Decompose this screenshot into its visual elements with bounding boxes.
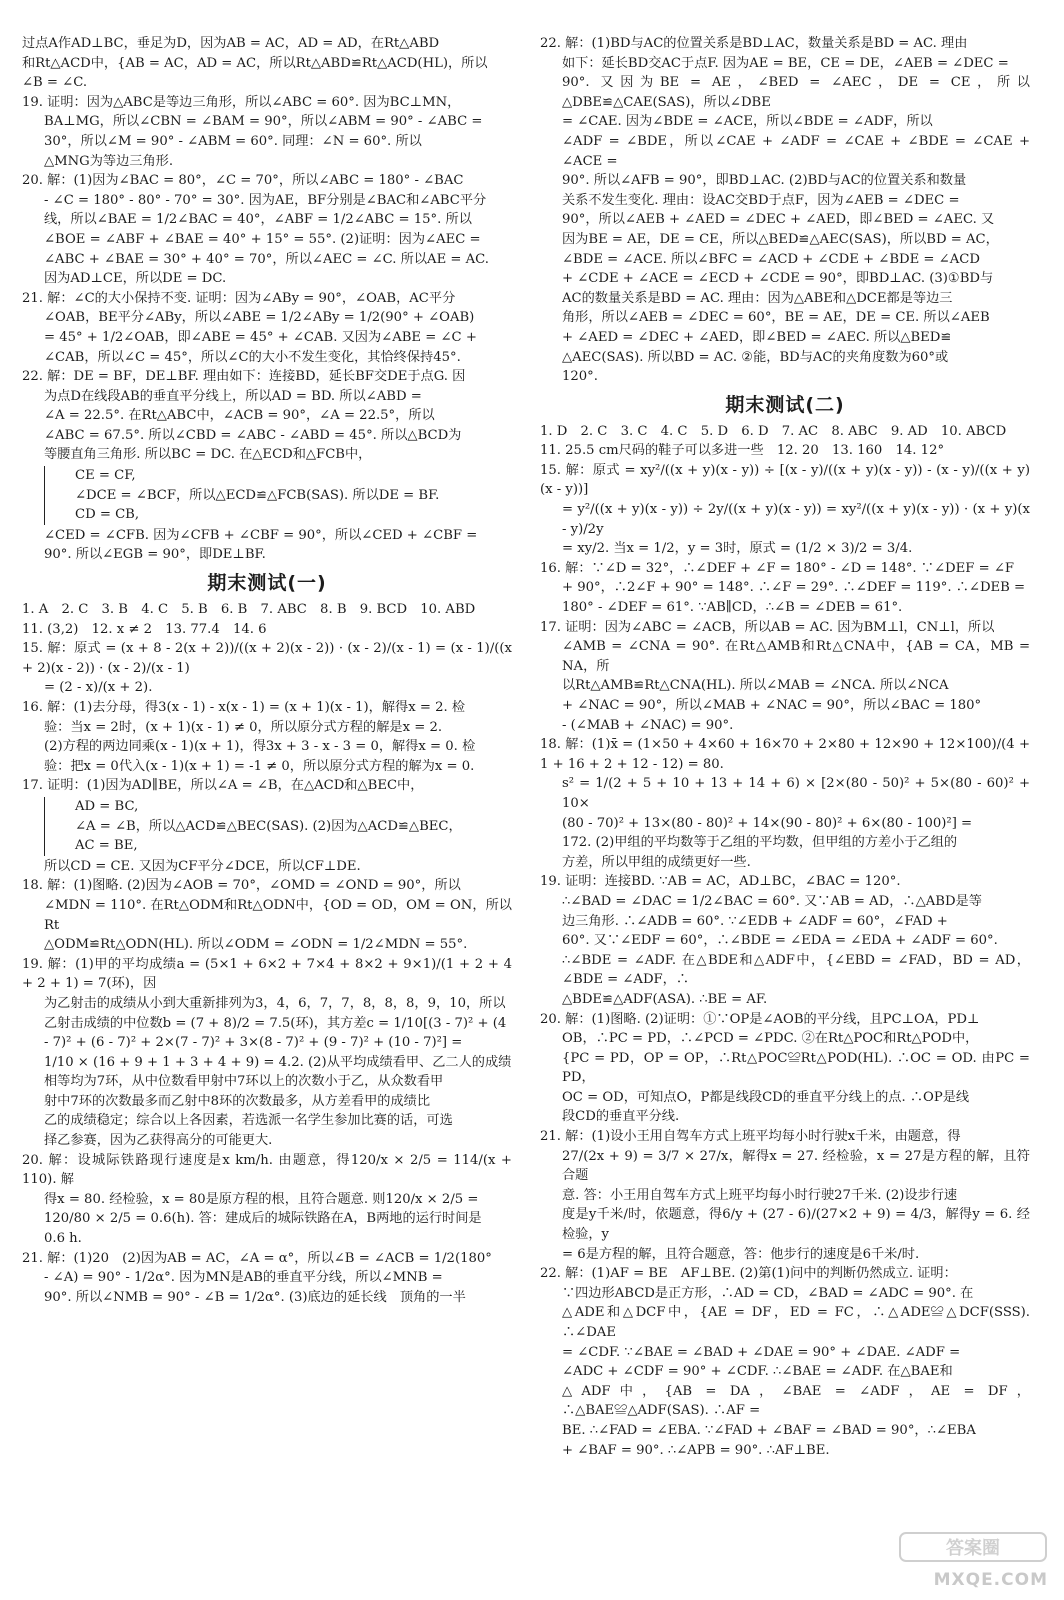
q17-proof [22, 776, 512, 876]
text-line: 22. 解：DE = BF，DE⊥BF. 理由如下：连接BD，延长BF交DE于点G. 因 [22, 369, 466, 385]
text-line: 21. 解：(1)20 (2)因为AB = AC，∠A = α°，所以∠B = ∠ACB = 1/2(180° [22, 1250, 492, 1266]
text-line: 16. 解：∵∠D = 32°，∴∠DEF + ∠F = 180° - ∠D = 148°. ∵∠DEF = ∠F [540, 560, 1015, 576]
text-line: 得x = 80. 经检验，x = 80是原方程的根，且符合题意. 则120/x × 2/5 = [44, 1191, 479, 1207]
q20-railway [22, 1151, 512, 1249]
text-line: BA⊥MG，所以∠CBN = ∠BAM = 90°，所以∠ABM = 90° - ∠ABC = [44, 114, 483, 130]
text-line: △ADE和△DCF中，{AE = DF，ED = FC，∴△ADE≌△DCF(SSS). ∴∠DAE [562, 1305, 1030, 1340]
text-line: ∠OAB，BE平分∠ABy，所以∠ABE = 1/2∠ABy = 1/2(90° + ∠OAB) [44, 310, 475, 326]
text-line: 90°. 所以∠NMB = 90° - ∠B = 1/2α°. (3)底边的延长线 顶角的一半 [44, 1289, 466, 1305]
text-line: △BDE≌△ADF(ASA). ∴BE = AF. [562, 991, 768, 1007]
q22-solution [22, 367, 512, 565]
text-line: ∠B = ∠C. [22, 75, 88, 91]
text-line: ∠CED = ∠CFB. 因为∠CFB + ∠CBF = 90°，所以∠CED + ∠CBF = [44, 527, 478, 543]
text-line: 等腰直角三角形. 所以BC = DC. 在△ECD和△FCB中， [44, 447, 372, 463]
text-line: 如下：延长BD交AC于点F. 因为AE = BE，CE = DE，∠AEB = ∠DEC = [562, 55, 1009, 71]
text-line: ∠AMB = ∠CNA = 90°. 在Rt△AMB和Rt△CNA中，{AB = CA，MB = NA，所 [562, 639, 1030, 674]
choice-answers-2 [540, 422, 1030, 461]
text-line: 120°. [562, 369, 598, 385]
text-line: (2)方程的两边同乘(x - 1)(x + 1)，得3x + 3 - x - 3 = 0，解得x = 0. 检 [44, 739, 476, 755]
text-line: 16. 解：(1)去分母，得3(x - 1) - x(x - 1) = (x + 1)(x - 1)，解得x = 2. 检 [22, 700, 466, 715]
text-line: 22. 解：(1)BD与AC的位置关系是BD⊥AC，数量关系是BD = AC. 理由 [540, 36, 968, 51]
text-line: 段CD的垂直平分线. [562, 1109, 680, 1125]
text-line: s² = 1/(2 + 5 + 10 + 13 + 14 + 6) × [2×(80 - 50)² + 5×(80 - 60)² + 10× [562, 776, 1030, 811]
text-line: 因为BE = AE，DE = CE，所以△BED≌△AEC(SAS)，所以BD = AC， [562, 231, 999, 247]
text-line: - ∠A) = 90° - 1/2α°. 因为MN是AB的垂直平分线，所以∠MNB = [44, 1270, 443, 1286]
text-line: CE = CF, [75, 468, 136, 484]
text-line: 验：当x = 2时，(x + 1)(x - 1) ≠ 0，所以原分式方程的解是x = 2. [44, 719, 443, 735]
text-line: 90°，所以∠AEB + ∠AED = ∠DEC + ∠AED，即∠BED = ∠AEC. 又 [562, 212, 995, 228]
text-line: 22. 解：(1)AF = BE AF⊥BE. (2)第(1)问中的判断仍然成立. 证明： [540, 1266, 957, 1282]
text-line: 90°. 又因为BE = AE，∠BED = ∠AEC，DE = CE，所以△DBE≌△CAE(SAS)，所以∠DBE [562, 75, 1030, 110]
text-line: ∠A = ∠B，所以△ACD≌△BEC(SAS). (2)因为△ACD≌△BEC， [75, 818, 462, 834]
left-column [22, 34, 512, 1307]
q19-proof [22, 93, 512, 171]
text-line: ∠ADC + ∠CDF = 90° + ∠CDF. ∴∠BAE = ∠ADF. 在△BAE和 [562, 1364, 953, 1380]
text-line: 19. 证明：因为△ABC是等边三角形，所以∠ABC = 60°. 因为BC⊥MN， [22, 94, 461, 110]
text-line: = 45° + 1/2∠OAB，即∠ABE = 45° + ∠CAB. 又因为∠ABE = ∠C + [44, 329, 477, 345]
text-line: 15. 解：原式 = xy²/((x + y)(x - y)) ÷ [(x - y)/((x + y)(x - y)) - (x - y)/((x + y)(x - y))] [540, 462, 1030, 498]
text-line: 角形，所以∠AEB = ∠DEC = 60°，BE = AE，DE = CE. 所以∠AEB [562, 310, 990, 326]
equation-system [44, 466, 512, 525]
text-line: 20. 解：(1)因为∠BAC = 80°，∠C = 70°，所以∠ABC = 180° - ∠BAC [22, 173, 464, 189]
text-line: 线，所以∠BAE = 1/2∠BAC = 40°，∠ABF = 1/2∠ABC = 15°. 所以 [44, 212, 472, 228]
text-line: + 90°，∴2∠F + 90° = 148°. ∴∠F = 29°. ∴∠DEF = 119°. ∴∠DEB = [562, 580, 1026, 596]
text-line: 20. 解：(1)图略. (2)证明：①∵OP是∠AOB的平分线，且PC⊥OA，PD⊥ [540, 1011, 980, 1027]
text-line: 为点D在线段AB的垂直平分线上，所以AD = BD. 所以∠ABD = [44, 388, 422, 404]
q15-solution [22, 639, 512, 698]
text-line: ∵四边形ABCD是正方形，∴AD = CD，∠BAD = ∠ADC = 90°. 在 [562, 1285, 974, 1301]
text-line: 20. 解：设城际铁路现行速度是x km/h. 由题意，得120/x × 2/5 = 114/(x + 110). 解 [22, 1152, 512, 1188]
text-line: △MNG为等边三角形. [44, 153, 174, 169]
q19-equilateral [540, 872, 1030, 1009]
text-line: 27/(2x + 9) = 3/7 × 27/x，解得x = 27. 经检验，x = 27是方程的解，且符合题 [562, 1148, 1030, 1184]
text-line: 1. A 2. C 3. B 4. C 5. B 6. B 7. ABC 8. B 9. BCD 10. ABD [22, 602, 476, 618]
text-line: 0.6 h. [44, 1231, 82, 1247]
text-line: 乙的成绩稳定；综合以上各因素，若选派一名学生参加比赛的话，可选 [44, 1113, 453, 1129]
text-line: △ODM≌Rt△ODN(HL). 所以∠ODM = ∠ODN = 1/2∠MDN = 55°. [44, 937, 468, 953]
text-line: ∠A = 22.5°. 在Rt△ABC中，∠ACB = 90°，∠A = 22.5°，所以 [44, 408, 435, 424]
text-line: + ∠NAC = 90°，所以∠MAB + ∠NAC = 90°，所以∠BAC = 180° [562, 698, 982, 713]
text-line: 验：把x = 0代入(x - 1)(x + 1) = -1 ≠ 0，所以原分式方程的解为x = 0. [44, 758, 475, 774]
text-line: AC的数量关系是BD = AC. 理由：因为△ABE和△DCE都是等边三 [562, 290, 953, 306]
text-line: 择乙参赛，因为乙获得高分的可能更大. [44, 1133, 273, 1149]
text-line: 17. 证明：(1)因为AD∥BE，所以∠A = ∠B，在△ACD和△BEC中， [22, 778, 424, 794]
text-line: ∠ABC = 67.5°. 所以∠CBD = ∠ABC - ∠ABD = 45°. 所以△BCD为 [44, 427, 462, 443]
text-line: ∠BOE = ∠ABF + ∠BAE = 40° + 15° = 55°. (2)证明：因为∠AEC = [44, 231, 481, 247]
text-line: 方差，所以甲组的成绩更好一些. [562, 854, 751, 870]
text-line: △AEC(SAS). 所以BD = AC. ②能，BD与AC的夹角度数为60°或 [562, 349, 949, 365]
text-line: = ∠CDF. ∵∠BAE = ∠BAD + ∠DAE = 90° + ∠DAE. ∠ADF = [562, 1344, 961, 1360]
q21-solution [22, 289, 512, 367]
text-line: 90°. 所以∠EGB = 90°，即DE⊥BF. [44, 547, 266, 563]
text-line: 180° - ∠DEF = 61°. ∵AB∥CD，∴∠B = ∠DEB = 61°. [562, 600, 903, 616]
text-line: - (∠MAB + ∠NAC) = 90°. [562, 717, 734, 733]
text-line: ∠ABC + ∠BAE = 30° + 40° = 70°，所以∠AEC = ∠C. 所以AE = AC. [44, 251, 489, 267]
watermark-logo-icon [898, 1530, 1048, 1564]
q19-statistics [22, 955, 512, 1151]
text-line: ∠DCE = ∠BCF，所以△ECD≌△FCB(SAS). 所以DE = BF. [75, 487, 440, 503]
text-line: 和Rt△ACD中，{AB = AC，AD = AC，所以Rt△ABD≌Rt△ACD(HL)，所以 [22, 55, 488, 71]
right-column [540, 34, 1030, 1460]
text-line: ∠ADF = ∠BDE，所以∠CAE + ∠ADF = ∠CAE + ∠BDE = ∠CAE + ∠ACE = [562, 133, 1030, 169]
text-line: AC = BE, [75, 838, 138, 854]
watermark [898, 1530, 1048, 1590]
q18-tail [22, 34, 512, 93]
text-line: 乙射击成绩的中位数b = (7 + 8)/2 = 7.5(环)，其方差c = 1/10[(3 - 7)² + (4 [44, 1015, 507, 1031]
text-line: ∠CAB，所以∠C = 45°，所以∠C的大小不发生变化，其恰终保持45°. [44, 349, 461, 365]
q15-simplify [540, 461, 1030, 559]
text-line: OB，∴PC = PD，∴∠PCD = ∠PDC. ②在Rt△POC和Rt△POD中， [562, 1031, 979, 1047]
text-line: 度是y千米/时，依题意，得6/y + (27 - 6)/(27×2 + 9) = 4/3，解得y = 6. 经检验，y [562, 1207, 1030, 1243]
text-line: = (2 - x)/(x + 2). [44, 680, 153, 696]
text-line: 相等均为7环，从中位数看甲射中7环以上的次数小于乙，从众数看甲 [44, 1074, 444, 1090]
text-line: 关系不发生变化. 理由：设AC交BD于点F，因为∠AEB = ∠DEC = [562, 192, 960, 208]
section-heading-final-test-2: 期末测试(二) [725, 393, 845, 416]
text-line: 120/80 × 2/5 = 0.6(h). 答：建成后的城际铁路在A，B两地的运行时间是 [44, 1211, 482, 1227]
text-line: 因为AD⊥CE，所以DE = DC. [44, 271, 227, 287]
q16-solution [22, 698, 512, 776]
q18-solution [22, 876, 512, 954]
q20-bisector [540, 1010, 1030, 1128]
q22-square [540, 1264, 1030, 1460]
text-line: 19. 解：(1)甲的平均成绩a = (5×1 + 6×2 + 7×4 + 8×2 + 9×1)/(1 + 2 + 4 + 2 + 1) = 7(环)，因 [22, 956, 512, 992]
text-line: 意. 答：小王用自驾车方式上班平均每小时行驶27千米. (2)设步行速 [562, 1187, 958, 1203]
q16-angles [540, 559, 1030, 618]
text-line: 1. D 2. C 3. C 4. C 5. D 6. D 7. AC 8. ABC 9. AD 10. ABCD [540, 423, 1007, 439]
text-line: 172. (2)甲组的平均数等于乙组的平均数，但甲组的方差小于乙组的 [562, 835, 958, 851]
text-line: 15. 解：原式 = (x + 8 - 2(x + 2))/((x + 2)(x - 2)) · (x - 2)/(x - 1) = (x - 1)/((x + 2)(x - 2)) · (x - 2)/(x - 1) [22, 641, 512, 676]
text-line: CD = CB, [75, 507, 140, 523]
text-line: 21. 解：(1)设小王用自驾车方式上班平均每小时行驶x千米，由题意，得 [540, 1129, 961, 1145]
q21-isosceles [22, 1249, 512, 1308]
q21-commute [540, 1127, 1030, 1264]
text-line: 21. 解：∠C的大小保持不变. 证明：因为∠ABy = 90°，∠OAB，AC平分 [22, 290, 456, 306]
text-line: 11. 25.5 cm尺码的鞋子可以多进一些 12. 20 13. 160 14. 12° [540, 443, 945, 459]
q18-variance [540, 735, 1030, 872]
watermark-logo-text: 答案圈 [946, 1538, 1000, 1559]
text-line: 60°. 又∵∠EDF = 60°，∴∠BDE = ∠EDA = ∠EDA + ∠ADF = 60°. [562, 933, 998, 949]
q20-solution [22, 171, 512, 289]
section-heading-final-test-1: 期末测试(一) [207, 572, 327, 595]
text-line: ∠BDE = ∠ACE. 所以∠BFC = ∠ACD + ∠CDE + ∠BDE = ∠ACD [562, 251, 980, 267]
q17-right-angle [540, 618, 1030, 736]
text-line: 90°. 所以∠AFB = 90°，即BD⊥AC. (2)BD与AC的位置关系和数量 [562, 173, 967, 189]
text-line: (80 - 70)² + 13×(80 - 80)² + 14×(90 - 80)² + 6×(80 - 100)²] = [562, 815, 973, 831]
text-line: 为乙射击的成绩从小到大重新排列为3，4，6，7，7，8，8，8，9，10，所以 [44, 995, 506, 1011]
text-line: 以Rt△AMB≌Rt△CNA(HL). 所以∠MAB = ∠NCA. 所以∠NCA [562, 678, 949, 694]
text-line: + ∠CDE + ∠ACE = ∠ECD + ∠CDE = 90°，即BD⊥AC. (3)①BD与 [562, 271, 994, 287]
text-line: ∠MDN = 110°. 在Rt△ODM和Rt△ODN中，{OD = OD，OM = ON，所以Rt [44, 897, 512, 933]
text-line: 17. 证明：因为∠ABC = ∠ACB，所以AB = AC. 因为BM⊥l，CN⊥l，所以 [540, 619, 995, 635]
text-line: OC = OD，可知点O，P都是线段CD的垂直平分线上的点. ∴OP是线 [562, 1089, 970, 1105]
text-line: 所以CD = CE. 又因为CF平分∠DCE，所以CF⊥DE. [44, 858, 361, 874]
text-line: = ∠CAE. 因为∠BDE = ∠ACE，所以∠BDE = ∠ADF，所以 [562, 114, 933, 130]
text-line: BE. ∴∠FAD = ∠EBA. ∵∠FAD + ∠BAF = ∠BAD = 90°，∴∠EBA [562, 1422, 976, 1438]
text-line: 18. 解：(1)图略. (2)因为∠AOB = 70°，∠OMD = ∠OND = 90°，所以 [22, 878, 461, 894]
text-line: 边三角形. ∴∠ADB = 60°. ∵∠EDB + ∠ADF = 60°，∠FAD + [562, 913, 948, 929]
text-line: - 7)² + (6 - 7)² + 2×(7 - 7)² + 3×(8 - 7)² + (9 - 7)² + (10 - 7)²] = [44, 1035, 463, 1051]
text-line: = 6是方程的解，且符合题意，答：他步行的速度是6千米/时. [562, 1246, 920, 1262]
text-line: △ADF中，{AB = DA，∠BAE = ∠ADF，AE = DF，∴△BAE≌△ADF(SAS). ∴AF = [562, 1383, 1030, 1419]
text-line: + ∠BAF = 90°. ∴∠APB = 90°. ∴AF⊥BE. [562, 1442, 830, 1458]
text-line: - ∠C = 180° - 80° - 70° = 30°. 因为AE，BF分别是∠BAC和∠ABC平分 [44, 192, 487, 208]
text-line: 过点A作AD⊥BC，垂足为D，因为AB = AC，AD = AD，在Rt△ABD [22, 36, 440, 51]
text-line: = y²/((x + y)(x - y)) ÷ 2y/((x + y)(x - y)) = xy²/((x + y)(x - y)) · (x + y)(x - y)/2y [562, 502, 1030, 537]
watermark-url: MXQE.COM [933, 1569, 1048, 1590]
text-line: 1/10 × (16 + 9 + 1 + 3 + 4 + 9) = 4.2. (2)从平均成绩看甲、乙二人的成绩 [44, 1054, 512, 1070]
text-line: = xy/2. 当x = 1/2，y = 3时，原式 = (1/2 × 3)/2 = 3/4. [562, 541, 913, 557]
text-line: 18. 解：(1)x̄ = (1×50 + 4×60 + 16×70 + 2×80 + 12×90 + 12×100)/(4 + 1 + 16 + 2 + 12 - 12) = 80. [540, 737, 1030, 772]
equation-system [44, 797, 512, 856]
text-line: AD = BC, [75, 798, 139, 814]
text-line: 射中7环的次数最多而乙射中8环的次数最多，从方差看甲的成绩比 [44, 1093, 431, 1109]
text-line: + ∠AED = ∠DEC + ∠AED，即∠BED = ∠AEC. 所以△BED≌ [562, 329, 952, 345]
text-line: 30°，所以∠M = 90° - ∠ABM = 60°. 同理：∠N = 60°. 所以 [44, 133, 422, 149]
text-line: 19. 证明：连接BD. ∵AB = AC，AD⊥BC，∠BAC = 120°. [540, 874, 901, 890]
text-line: 11. (3,2) 12. x ≠ 2 13. 77.4 14. 6 [22, 621, 267, 637]
text-line: {PC = PD，OP = OP，∴Rt△POC≌Rt△POD(HL). ∴OC = OD. 由PC = PD， [562, 1050, 1030, 1086]
text-line: ∴∠BDE = ∠ADF. 在△BDE和△ADF中，{∠EBD = ∠FAD，BD = AD，∠BDE = ∠ADF，∴ [562, 952, 1030, 988]
choice-answers-1 [22, 600, 512, 639]
q22-rotation [540, 34, 1030, 387]
text-line: ∴∠BAD = ∠DAC = 1/2∠BAC = 60°. 又∵AB = AD，∴△ABD是等 [562, 893, 982, 909]
